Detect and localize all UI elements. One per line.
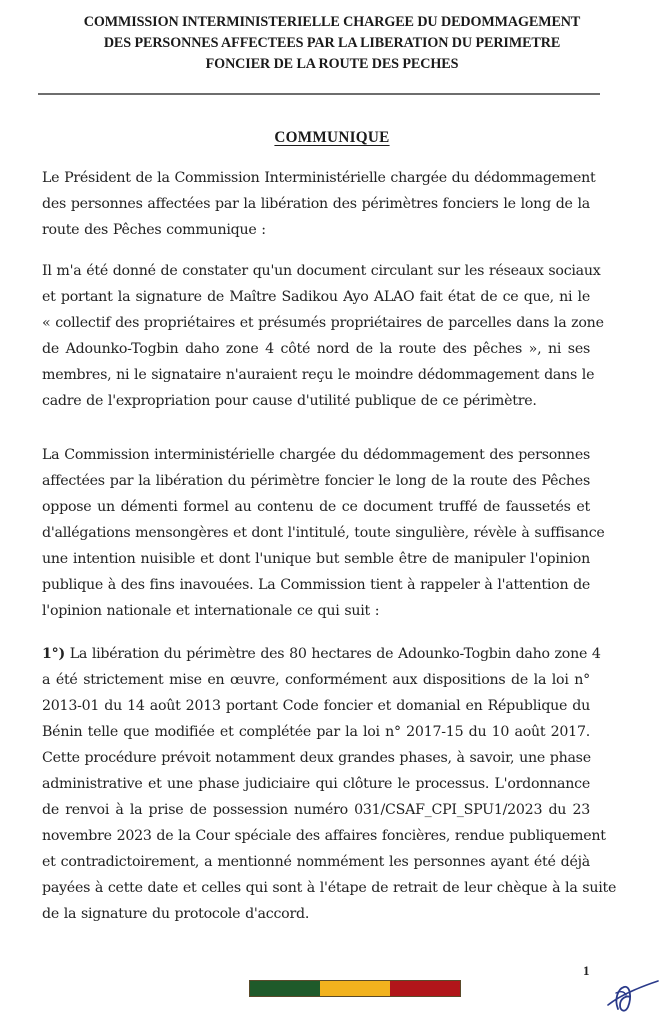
text-line: route des Pêches communique : [42, 222, 266, 238]
paragraph-context [42, 258, 604, 414]
text-line: l'opinion nationale et internationale ce qui suit : [42, 603, 380, 619]
text-line: une intention nuisible et dont l'unique but semble être de manipuler l'opinion [42, 551, 590, 567]
header-line: FONCIER DE LA ROUTE DES PECHES [205, 55, 459, 72]
flag-stripe-yellow [320, 981, 390, 996]
national-flag-band [249, 980, 461, 997]
text-line: Cette procédure prévoit notamment deux grandes phases, à savoir, une phase [42, 750, 591, 766]
text-line [42, 641, 601, 667]
text-line: Il m'a été donné de constater qu'un document circulant sur les réseaux sociaux [42, 263, 601, 279]
text-line: « collectif des propriétaires et présumés propriétaires de parcelles dans la zone [42, 315, 604, 331]
text-line: de la signature du protocole d'accord. [42, 906, 310, 922]
text-line: cadre de l'expropriation pour cause d'utilité publique de ce périmètre. [42, 393, 537, 409]
page-number: 1 [583, 963, 590, 978]
text-line: La Commission interministérielle chargée du dédommagement des personnes [42, 447, 590, 463]
point-number: 1°) [42, 646, 65, 662]
text-line: Le Président de la Commission Interministérielle chargée du dédommagement [42, 170, 596, 186]
text-line: Bénin telle que modifiée et complétée par la loi n° 2017-15 du 10 août 2017. [42, 724, 590, 740]
text-line: de renvoi à la prise de possession numéro 031/CSAF_CPI_SPU1/2023 du 23 [42, 802, 590, 818]
text-fragment: La libération du périmètre des 80 hectares de Adounko-Togbin daho zone 4 [64, 646, 601, 662]
text-line: oppose un démenti formel au contenu de ce document truffé de faussetés et [42, 499, 590, 515]
header-divider [38, 93, 600, 95]
flag-stripe-green [250, 981, 320, 996]
text-line: d'allégations mensongères et dont l'intitulé, toute singulière, révèle à suffisance [42, 525, 605, 541]
paragraph-point-1 [42, 641, 617, 927]
text-line: 2013-01 du 14 août 2013 portant Code foncier et domanial en République du [42, 698, 590, 714]
paragraph-intro [42, 165, 596, 243]
text-line: novembre 2023 de la Cour spéciale des affaires foncières, rendue publiquement [42, 828, 606, 844]
text-line: administrative et une phase judiciaire qui clôture le processus. L'ordonnance [42, 776, 590, 792]
signature-icon [604, 975, 660, 1015]
paragraph-denial [42, 442, 605, 624]
text-line: de Adounko-Togbin daho zone 4 côté nord de la route des pêches », ni ses [42, 341, 590, 357]
text-line: payées à cette date et celles qui sont à l'étape de retrait de leur chèque à la suite [42, 880, 617, 896]
text-line: publique à des fins inavouées. La Commission tient à rappeler à l'attention de [42, 577, 591, 593]
text-line: a été strictement mise en œuvre, conformément aux dispositions de la loi n° [42, 672, 590, 688]
document-title: COMMUNIQUE [274, 129, 390, 146]
text-line: membres, ni le signataire n'auraient reçu le moindre dédommagement dans le [42, 367, 595, 383]
flag-stripe-red [390, 981, 460, 996]
text-line: et contradictoirement, a mentionné nommément les personnes ayant été déjà [42, 854, 590, 870]
text-line: et portant la signature de Maître Sadikou Ayo ALAO fait état de ce que, ni le [42, 289, 590, 305]
header-line: DES PERSONNES AFFECTEES PAR LA LIBERATION DU PERIMETRE [103, 34, 561, 51]
header-line: COMMISSION INTERMINISTERIELLE CHARGEE DU DEDOMMAGEMENT [83, 13, 581, 30]
text-line: des personnes affectées par la libération des périmètres fonciers le long de la [42, 196, 590, 212]
text-line: affectées par la libération du périmètre foncier le long de la route des Pêches [42, 473, 590, 489]
document-header [23, 11, 641, 74]
